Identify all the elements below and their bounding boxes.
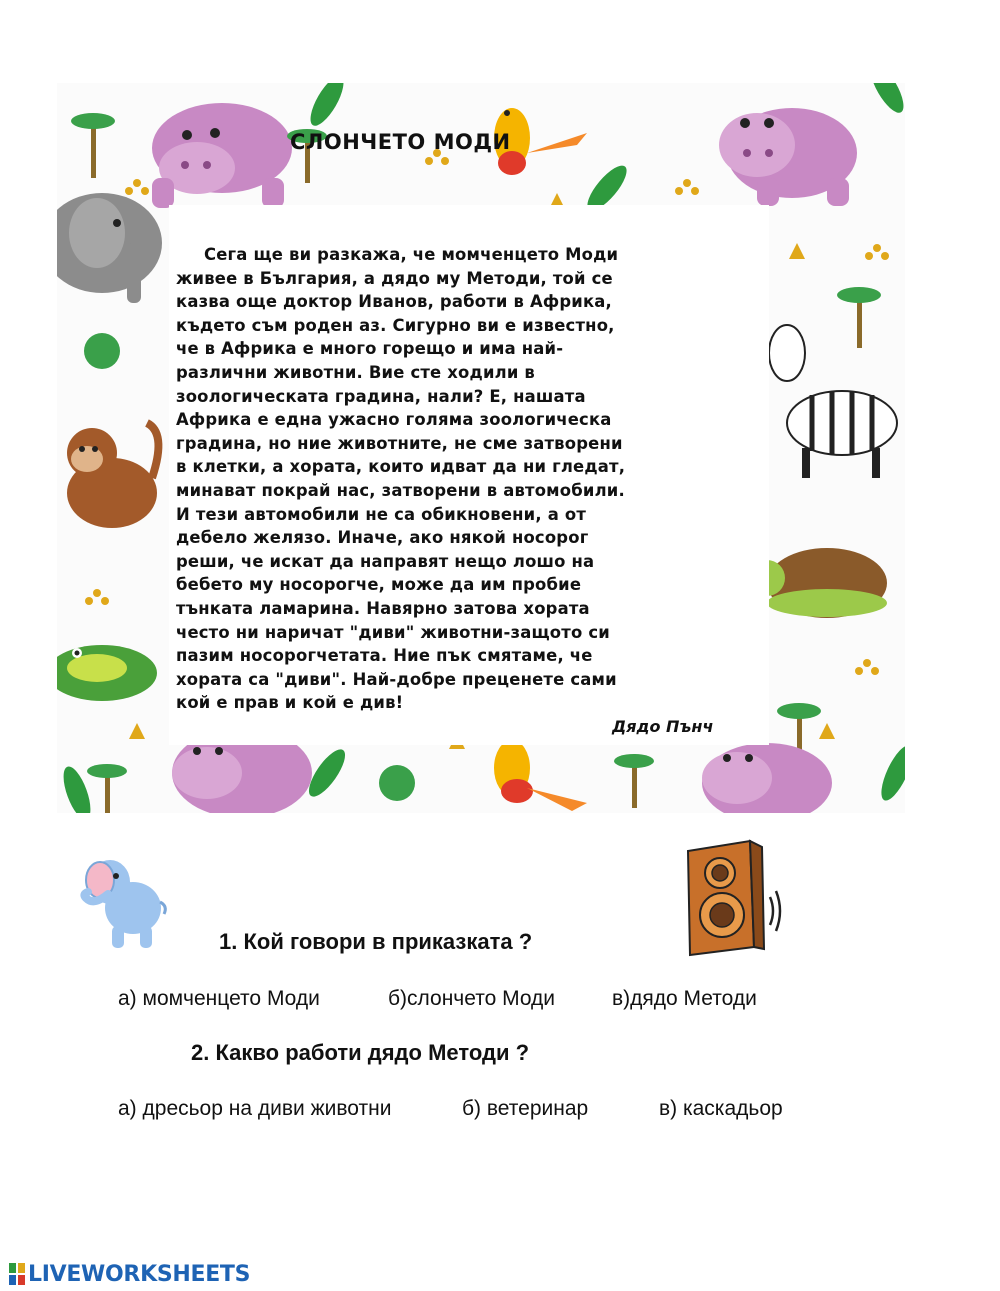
- story-line: често ни наричат "диви" животни-защото си: [176, 622, 610, 642]
- story-line: кой е прав и кой е див!: [176, 693, 404, 713]
- answer-option-1c[interactable]: в)дядо Методи: [612, 987, 757, 1010]
- story-line: Африка е една ужасно голяма зоологическа: [176, 410, 612, 430]
- hippo-illustration: [702, 743, 832, 813]
- story-line: зоологическата градина, нали? Е, нашата: [176, 386, 586, 406]
- story-line: пазим носорогчетата. Ние пък смятаме, че: [176, 646, 593, 666]
- speaker-icon[interactable]: [680, 837, 784, 959]
- answer-option-1a[interactable]: а) момченцето Моди: [118, 987, 320, 1010]
- turtle-illustration: [749, 548, 887, 618]
- story-line: хората са "диви". Най-добре преценете сами: [176, 669, 617, 689]
- hippo-illustration: [152, 103, 292, 208]
- elephant-icon: [78, 846, 168, 952]
- answer-option-2a[interactable]: а) дресьор на диви животни: [118, 1097, 392, 1120]
- hippo-illustration: [719, 108, 857, 206]
- liveworksheets-logo[interactable]: [9, 1260, 250, 1288]
- story-line: където съм роден аз. Сигурно ви е известно,: [176, 315, 615, 335]
- story-line: в клетки, а хората, които идват да ни гледат,: [176, 457, 626, 477]
- question-1: 1. Кой говори в приказката ?: [219, 929, 533, 954]
- answer-option-1b[interactable]: б)слончето Моди: [388, 987, 556, 1010]
- story-line: И тези автомобили не са обикновени, а от: [176, 504, 587, 524]
- story-line: че в Африка е много горещо и има най-: [176, 339, 564, 359]
- story-line: дебело желязо. Иначе, ако някой носорог: [176, 528, 589, 548]
- parrot-illustration: [494, 740, 587, 811]
- answer-option-2c[interactable]: в) каскадьор: [659, 1097, 783, 1120]
- story-line: минават покрай нас, затворени в автомобили.: [176, 480, 625, 500]
- story-line: казва още доктор Иванов, работи в Африка,: [176, 292, 612, 312]
- story-line: тънката ламарина. Навярно затова хората: [176, 598, 590, 618]
- answer-option-2b[interactable]: б) ветеринар: [462, 1097, 589, 1120]
- monkey-illustration: [67, 423, 158, 528]
- elephant-illustration: [57, 193, 162, 303]
- story-signature: Дядо Пънч: [612, 717, 714, 736]
- lizard-illustration: [57, 645, 157, 701]
- logo-icon: [9, 1263, 25, 1285]
- logo-text: LIVEWORKSHEETS: [28, 1261, 251, 1287]
- question-2: 2. Какво работи дядо Методи ?: [191, 1040, 530, 1065]
- story-line: живее в България, а дядо му Методи, той се: [176, 268, 613, 288]
- story-line: реши, че искат да направят нещо лошо на: [176, 551, 595, 571]
- story-line: Сега ще ви разкажа, че момченцето Моди: [204, 245, 619, 264]
- story-line: различни животни. Вие сте ходили в: [176, 362, 536, 382]
- story-line: градина, но ние животните, не сме затворени: [176, 433, 623, 453]
- story-body: [176, 243, 766, 715]
- story-line: бебето му носорогче, може да им пробие: [176, 575, 582, 595]
- zebra-illustration: [769, 325, 897, 478]
- story-title: СЛОНЧЕТО МОДИ: [290, 130, 511, 154]
